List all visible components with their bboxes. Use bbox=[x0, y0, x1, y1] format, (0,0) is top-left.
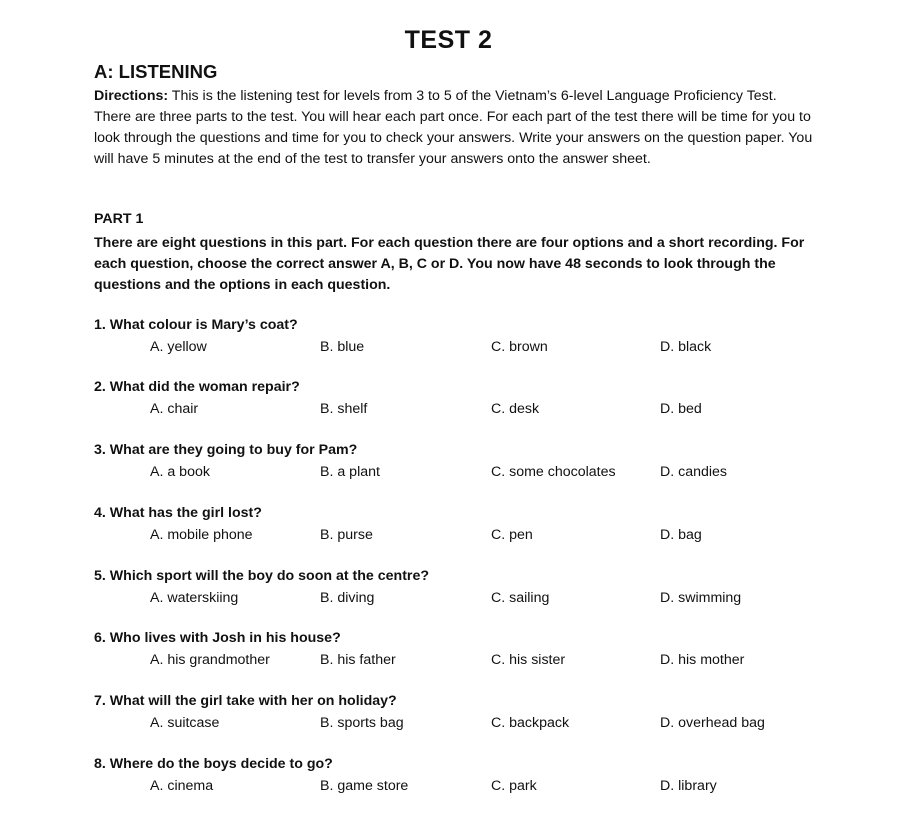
option-c: C. sailing bbox=[491, 590, 550, 606]
option-c: C. park bbox=[491, 778, 537, 794]
directions-text: This is the listening test for levels from 3 to 5 of the Vietnam’s 6-level Language Proficiency Test. There are three parts to the test. You will hear each part once. For each part of the test there will be time for you to look through the questions and time for you to check your answers. Write your answers on the question paper. You will have 5 minutes at the end of the test to transfer your answers onto the answer sheet. bbox=[94, 88, 813, 167]
question-text: 8. Where do the boys decide to go? bbox=[94, 756, 333, 772]
question-6 bbox=[94, 630, 814, 680]
option-d: D. his mother bbox=[660, 652, 745, 668]
option-d: D. candies bbox=[660, 464, 728, 480]
option-b: B. game store bbox=[320, 778, 409, 794]
question-2 bbox=[94, 379, 814, 429]
option-c: C. some chocolates bbox=[491, 464, 616, 480]
question-text: 3. What are they going to buy for Pam? bbox=[94, 442, 358, 458]
option-a: A. yellow bbox=[150, 339, 207, 355]
option-b: B. a plant bbox=[320, 464, 380, 480]
option-c: C. his sister bbox=[491, 652, 566, 668]
question-text: 5. Which sport will the boy do soon at the centre? bbox=[94, 568, 430, 584]
option-b: B. diving bbox=[320, 590, 375, 606]
option-b: B. shelf bbox=[320, 401, 368, 417]
question-8 bbox=[94, 756, 814, 806]
question-3 bbox=[94, 442, 814, 492]
question-1 bbox=[94, 317, 814, 367]
option-d: D. bag bbox=[660, 527, 702, 543]
option-c: C. backpack bbox=[491, 715, 570, 731]
part-title: PART 1 bbox=[94, 211, 144, 227]
option-a: A. suitcase bbox=[150, 715, 220, 731]
test-title: TEST 2 bbox=[404, 26, 493, 54]
option-d: D. library bbox=[660, 778, 717, 794]
question-text: 6. Who lives with Josh in his house? bbox=[94, 630, 341, 646]
directions-lead: Directions: bbox=[94, 88, 169, 104]
option-d: D. bed bbox=[660, 401, 702, 417]
option-b: B. blue bbox=[320, 339, 365, 355]
part-instructions: There are eight questions in this part. For each question there are four options and a short recording. For each question, choose the correct answer A, B, C or D. You now have 48 seconds to look through the questions and the options in each question. bbox=[94, 235, 805, 293]
section-title: A: LISTENING bbox=[94, 61, 218, 82]
option-a: A. cinema bbox=[150, 778, 214, 794]
option-a: A. waterskiing bbox=[150, 590, 239, 606]
option-d: D. black bbox=[660, 339, 712, 355]
option-a: A. his grandmother bbox=[150, 652, 270, 668]
question-text: 2. What did the woman repair? bbox=[94, 379, 300, 395]
question-text: 1. What colour is Mary’s coat? bbox=[94, 317, 298, 333]
option-a: A. mobile phone bbox=[150, 527, 253, 543]
option-c: C. desk bbox=[491, 401, 540, 417]
option-a: A. a book bbox=[150, 464, 210, 480]
option-c: C. brown bbox=[491, 339, 548, 355]
question-text: 4. What has the girl lost? bbox=[94, 505, 262, 521]
option-b: B. his father bbox=[320, 652, 396, 668]
question-7 bbox=[94, 693, 814, 743]
option-b: B. sports bag bbox=[320, 715, 404, 731]
question-5 bbox=[94, 568, 814, 618]
question-text: 7. What will the girl take with her on holiday? bbox=[94, 693, 397, 709]
option-c: C. pen bbox=[491, 527, 533, 543]
option-a: A. chair bbox=[150, 401, 199, 417]
option-d: D. swimming bbox=[660, 590, 742, 606]
option-d: D. overhead bag bbox=[660, 715, 765, 731]
question-4 bbox=[94, 505, 814, 555]
option-b: B. purse bbox=[320, 527, 373, 543]
directions-paragraph bbox=[94, 86, 814, 170]
